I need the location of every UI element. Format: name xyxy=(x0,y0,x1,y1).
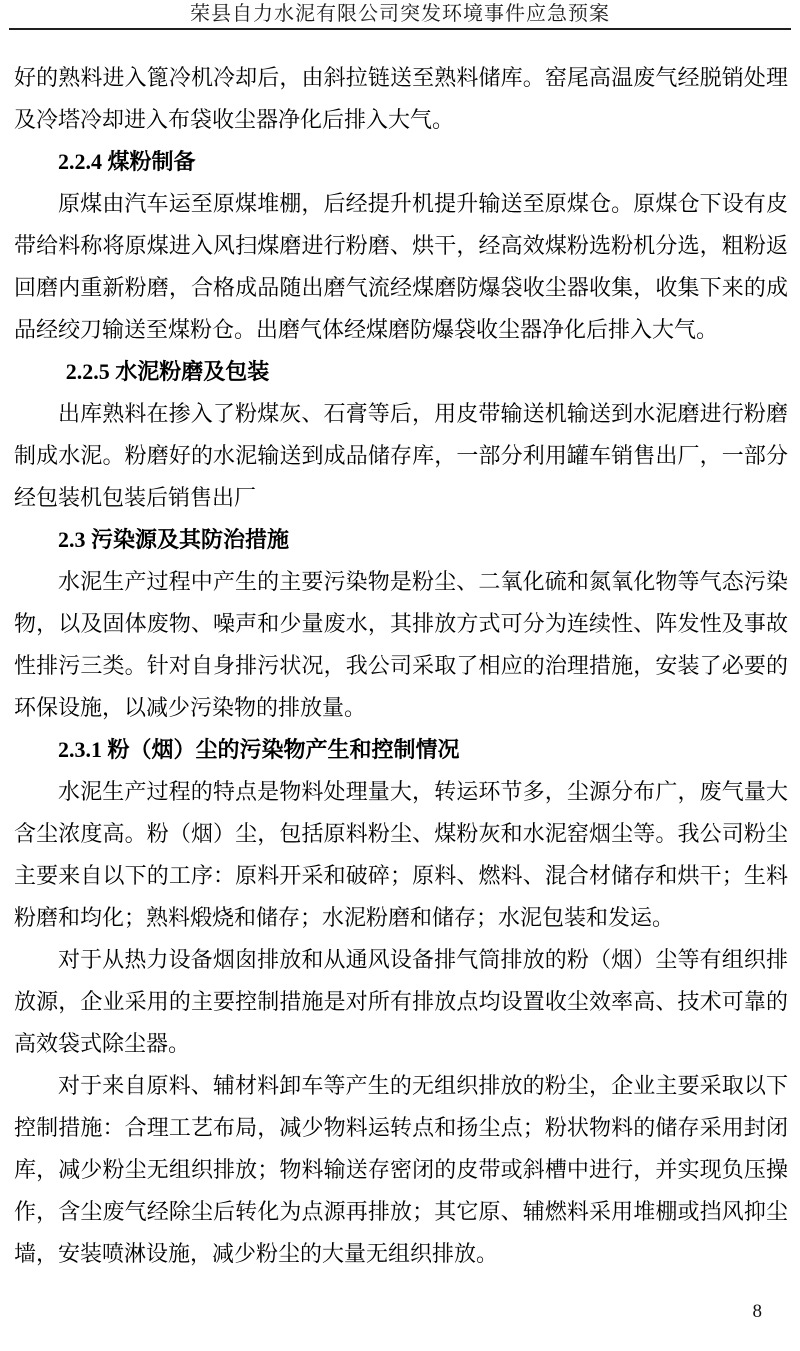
section-heading: 2.3 污染源及其防治措施 xyxy=(58,527,290,552)
body-paragraph: 对于从热力设备烟囱排放和从通风设备排气筒排放的粉（烟）尘等有组织排放源，企业采用的主要控制措施是对所有排放点均设置收尘效率高、技术可靠的高效袋式除尘器。 xyxy=(14,947,788,1056)
page-header xyxy=(0,0,800,30)
header-title: 荣县自力水泥有限公司突发环境事件应急预案 xyxy=(190,3,610,25)
body-paragraph: 水泥生产过程的特点是物料处理量大，转运环节多，尘源分布广，废气量大含尘浓度高。粉（烟）尘，包括原料粉尘、煤粉灰和水泥窑烟尘等。我公司粉尘主要来自以下的工序：原料开采和破碎；原料、燃料、混合材储存和烘干；生料粉磨和均化；熟料煅烧和储存；水泥粉磨和储存；水泥包装和发运。 xyxy=(14,779,788,930)
body-paragraph: 好的熟料进入篦冷机冷却后，由斜拉链送至熟料储库。窑尾高温废气经脱销处理及冷塔冷却进入布袋收尘器净化后排入大气。 xyxy=(14,65,788,132)
section-heading: 2.2.4 煤粉制备 xyxy=(58,149,196,174)
body-paragraph: 出库熟料在掺入了粉煤灰、石膏等后，用皮带输送机输送到水泥磨进行粉磨制成水泥。粉磨好的水泥输送到成品储存库，一部分利用罐车销售出厂，一部分经包装机包装后销售出厂 xyxy=(14,401,788,510)
section-heading: 2.2.5 水泥粉磨及包装 xyxy=(65,359,270,384)
document-body xyxy=(0,30,800,1275)
body-paragraph: 原煤由汽车运至原煤堆棚，后经提升机提升输送至原煤仓。原煤仓下设有皮带给料称将原煤进入风扫煤磨进行粉磨、烘干，经高效煤粉选粉机分选，粗粉返回磨内重新粉磨，合格成品随出磨气流经煤磨防爆袋收尘器收集，收集下来的成品经绞刀输送至煤粉仓。出磨气体经煤磨防爆袋收尘器净化后排入大气。 xyxy=(14,191,788,342)
body-paragraph: 对于来自原料、辅材料卸车等产生的无组织排放的粉尘，企业主要采取以下控制措施：合理工艺布局，减少物料运转点和扬尘点；粉状物料的储存采用封闭库，减少粉尘无组织排放；物料输送存密闭的皮带或斜槽中进行，并实现负压操作，含尘废气经除尘后转化为点源再排放；其它原、辅燃料采用堆棚或挡风抑尘墙，安装喷淋设施，减少粉尘的大量无组织排放。 xyxy=(14,1073,788,1266)
section-heading: 2.3.1 粉（烟）尘的污染物产生和控制情况 xyxy=(58,737,460,762)
page-footer xyxy=(753,1301,763,1323)
page-number: 8 xyxy=(752,1301,762,1322)
body-paragraph: 水泥生产过程中产生的主要污染物是粉尘、二氧化硫和氮氧化物等气态污染物，以及固体废物、噪声和少量废水，其排放方式可分为连续性、阵发性及事故性排污三类。针对自身排污状况，我公司采取了相应的治理措施，安装了必要的环保设施，以减少污染物的排放量。 xyxy=(14,569,788,720)
